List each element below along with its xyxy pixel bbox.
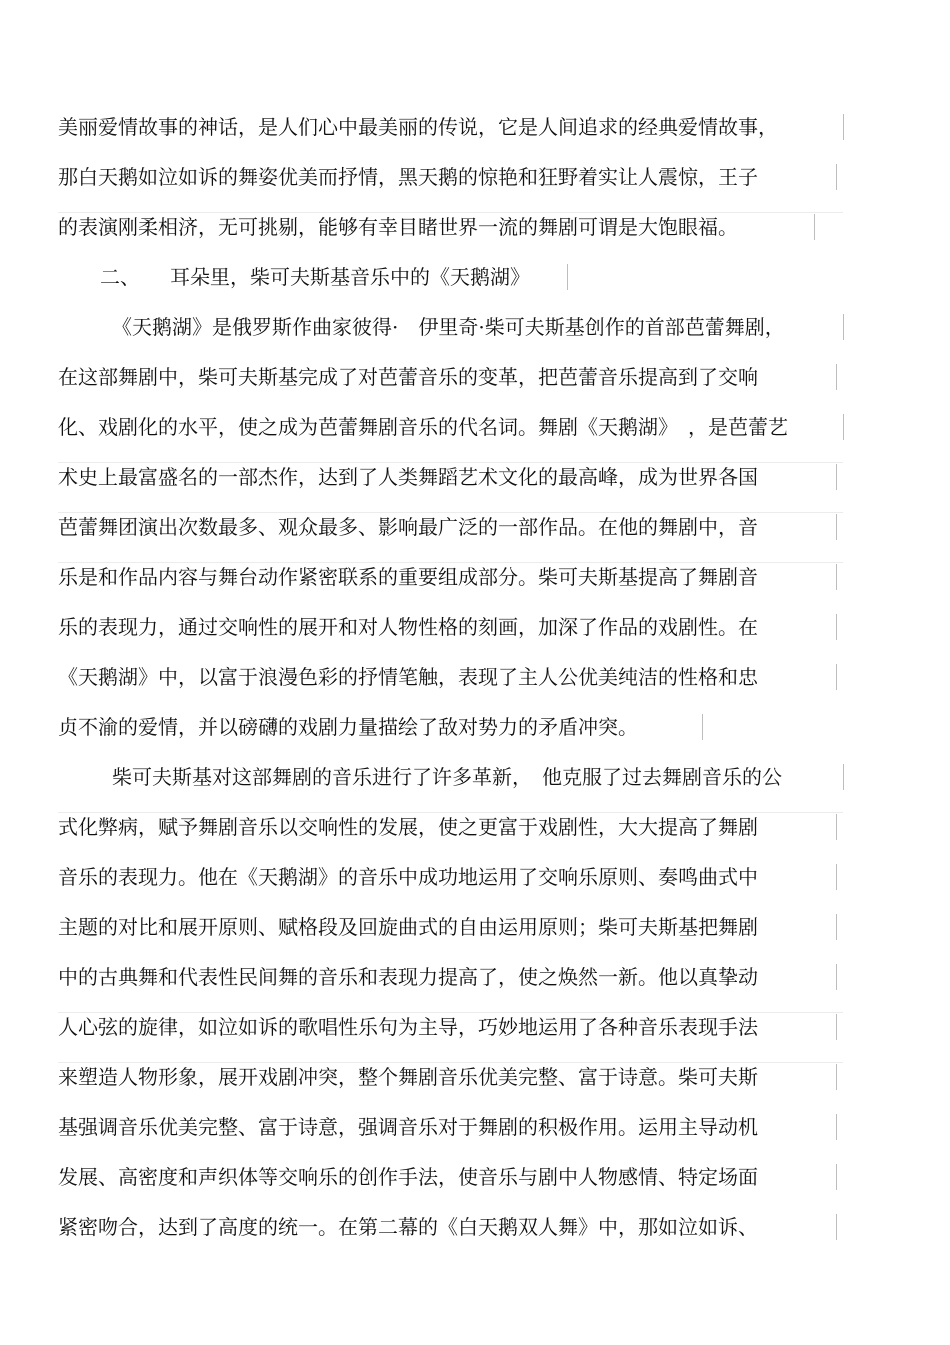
edge-mark (843, 764, 844, 790)
text-line: 《天鹅湖》是俄罗斯作曲家彼得· 伊里奇·柴可夫斯基创作的首部芭蕾舞剧， (112, 315, 785, 339)
text-line: 芭蕾舞团演出次数最多、观众最多、影响最广泛的一部作品。在他的舞剧中，音 (58, 515, 758, 539)
edge-mark (836, 1064, 837, 1090)
text-line: 柴可夫斯基对这部舞剧的音乐进行了许多革新， 他克服了过去舞剧音乐的公 (112, 765, 782, 789)
edge-mark (836, 1014, 837, 1040)
text-line: 《天鹅湖》中，以富于浪漫色彩的抒情笔触，表现了主人公优美纯洁的性格和忠 (58, 665, 758, 689)
text-line: 主题的对比和展开原则、赋格段及回旋曲式的自由运用原则；柴可夫斯基把舞剧 (58, 915, 758, 939)
scan-line (58, 1062, 843, 1063)
section-heading: 二、 耳朵里，柴可夫斯基音乐中的《天鹅湖》 (100, 265, 530, 289)
edge-mark (836, 164, 837, 190)
text-line: 乐是和作品内容与舞台动作紧密联系的重要组成部分。柴可夫斯基提高了舞剧音 (58, 565, 758, 589)
text-line: 在这部舞剧中，柴可夫斯基完成了对芭蕾音乐的变革，把芭蕾音乐提高到了交响 (58, 365, 758, 389)
text-line: 来塑造人物形象，展开戏剧冲突，整个舞剧音乐优美完整、富于诗意。柴可夫斯 (58, 1065, 758, 1089)
edge-mark (567, 264, 568, 290)
text-line: 紧密吻合，达到了高度的统一。在第二幕的《白天鹅双人舞》中，那如泣如诉、 (58, 1215, 758, 1239)
edge-mark (836, 614, 837, 640)
text-line: 那白天鹅如泣如诉的舞姿优美而抒情，黑天鹅的惊艳和狂野着实让人震惊，王子 (58, 165, 758, 189)
edge-mark (814, 214, 815, 240)
edge-mark (843, 314, 844, 340)
edge-mark (836, 864, 837, 890)
edge-mark (836, 1114, 837, 1140)
text-line: 贞不渝的爱情，并以磅礴的戏剧力量描绘了敌对势力的矛盾冲突。 (58, 715, 638, 739)
text-line: 人心弦的旋律，如泣如诉的歌唱性乐句为主导，巧妙地运用了各种音乐表现手法 (58, 1015, 758, 1039)
text-line: 中的古典舞和代表性民间舞的音乐和表现力提高了，使之焕然一新。他以真挚动 (58, 965, 758, 989)
edge-mark (836, 914, 837, 940)
edge-mark (843, 414, 844, 440)
edge-mark (836, 814, 837, 840)
text-line: 化、戏剧化的水平，使之成为芭蕾舞剧音乐的代名词。舞剧《天鹅湖》 ，是芭蕾艺 (58, 415, 788, 439)
edge-mark (836, 564, 837, 590)
scan-line (58, 512, 843, 513)
text-line: 美丽爱情故事的神话，是人们心中最美丽的传说，它是人间追求的经典爱情故事， (58, 115, 778, 139)
scan-line (58, 1012, 843, 1013)
text-line: 术史上最富盛名的一部杰作，达到了人类舞蹈艺术文化的最高峰，成为世界各国 (58, 465, 758, 489)
edge-mark (702, 714, 703, 740)
scan-line (58, 562, 843, 563)
text-line: 乐的表现力，通过交响性的展开和对人物性格的刻画，加深了作品的戏剧性。在 (58, 615, 758, 639)
text-line: 发展、高密度和声织体等交响乐的创作手法，使音乐与剧中人物感情、特定场面 (58, 1165, 758, 1189)
edge-mark (836, 364, 837, 390)
text-line: 式化弊病，赋予舞剧音乐以交响性的发展，使之更富于戏剧性，大大提高了舞剧 (58, 815, 758, 839)
edge-mark (836, 1214, 837, 1240)
scan-line (58, 462, 843, 463)
edge-mark (836, 1164, 837, 1190)
edge-mark (843, 114, 844, 140)
edge-mark (836, 664, 837, 690)
scan-line (58, 212, 843, 213)
scan-line (58, 812, 843, 813)
text-line: 的表演刚柔相济，无可挑剔，能够有幸目睹世界一流的舞剧可谓是大饱眼福。 (58, 215, 738, 239)
text-line: 音乐的表现力。他在《天鹅湖》的音乐中成功地运用了交响乐原则、奏鸣曲式中 (58, 865, 758, 889)
edge-mark (836, 964, 837, 990)
edge-mark (836, 464, 837, 490)
text-line: 基强调音乐优美完整、富于诗意，强调音乐对于舞剧的积极作用。运用主导动机 (58, 1115, 758, 1139)
edge-mark (836, 514, 837, 540)
